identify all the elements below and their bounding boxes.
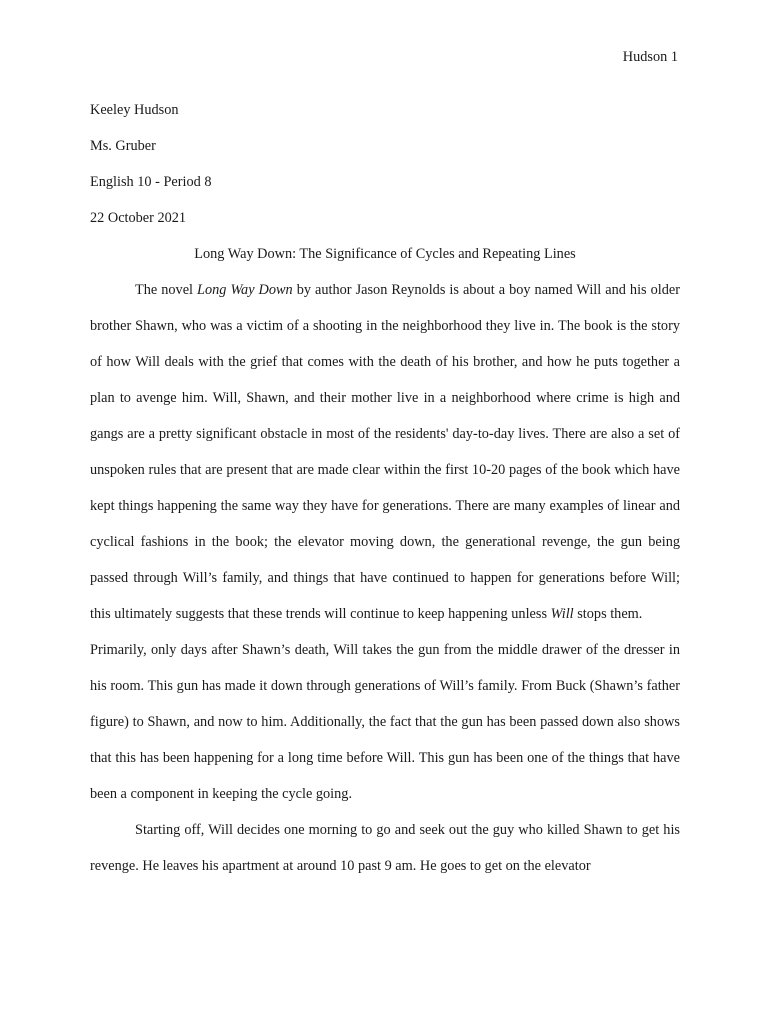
paragraph-1-part-c: by author Jason Reynolds is about a boy named Will and his older brother Shawn, who was a victim of a shooting in the neighborhood they live in. The book is the story of how Will deals with the grief that comes with the death of his brother, and how he puts together a plan to avenge him. Will, Shawn, and their mother live in a neighborhood where crime is high and gangs are a pretty significant obstacle in most of the residents' day-to-day lives. There are also a set of unspoken rules that are present that are made clear within the first 10-20 pages of the book which have kept things happening the same way they have for generations. There are many examples of linear and cyclical fashions in the book; the elevator moving down, the generational revenge, the gun being passed through Will’s family, and things that have continued to happen for generations before Will; this ultimately suggests that these trends will continue to keep happening unless	[90, 282, 681, 622]
essay-title: Long Way Down: The Significance of Cycles and Repeating Lines	[194, 246, 576, 262]
teacher-name: Ms. Gruber	[90, 138, 156, 154]
paragraph-1-part-a: The novel	[135, 282, 198, 298]
paragraph-2: Primarily, only days after Shawn’s death, Will takes the gun from the middle drawer of the dresser in his room. This gun has made it down through generations of Will’s family. From Buck (Shawn’s father figure) to Shawn, and now to him. Additionally, the fact that the gun has been passed down also shows that this has been happening for a long time before Will. This gun has been one of the things that have been a component in keeping the cycle going.	[90, 642, 680, 802]
course-name: English 10 - Period 8	[90, 174, 212, 190]
document-body	[90, 92, 680, 884]
paragraph-1-part-e: stops them.	[573, 606, 643, 622]
will-italic: Will	[550, 606, 574, 622]
essay-date: 22 October 2021	[90, 210, 187, 226]
essay-text	[90, 272, 680, 884]
book-title-italic: Long Way Down	[197, 282, 293, 298]
page-header: Hudson 1	[622, 49, 678, 65]
paragraph-3: Starting off, Will decides one morning to go and seek out the guy who killed Shawn to get his revenge. He leaves his apartment at around 10 past 9 am. He goes to get on the elevator	[90, 822, 680, 874]
paragraph-1	[90, 272, 680, 632]
student-name: Keeley Hudson	[90, 102, 179, 118]
